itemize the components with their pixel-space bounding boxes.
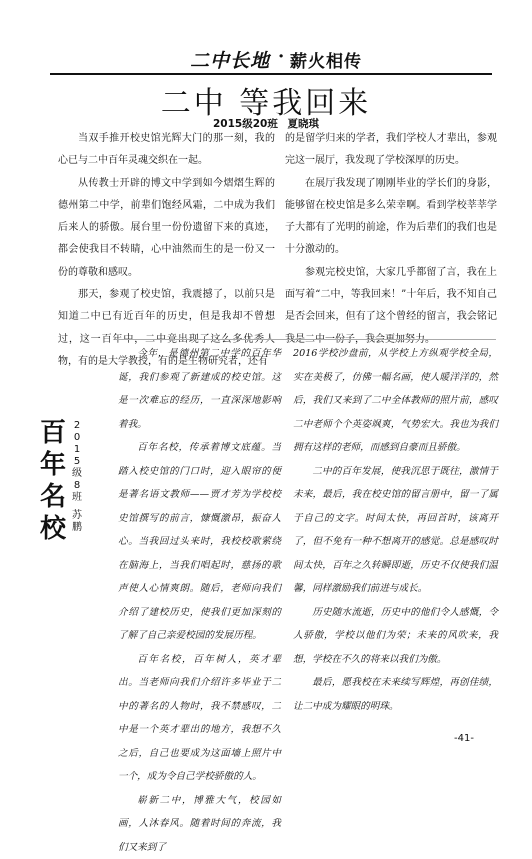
- article2-paragraph: 2016学校沙盘前，从学校上方纵观学校全局，实在美极了，仿佛一幅名画，使人暖洋洋的，然后，我们又来到了二中全体教师的照片前，感叹二中老师个个英姿飒爽，气势宏大。我也为我们拥有这样的老师，而感到自豪而且骄傲。: [293, 342, 498, 460]
- article2-byline-char: 级: [70, 468, 84, 480]
- article2-paragraph: 百年名校，传承着博文底蕴。当踏入校史馆的门口时，迎入眼帘的便是著名语文教师——贾才芳为学校校史馆撰写的前言，慷慨激昂，振奋人心。当我回过头来时，我校校歌萦绕在脑海上，当我们唱起时，慈扬的歌声使人心情爽朗。随后，老师向我们介绍了建校历史，使我们更加深刻的了解了自己亲爱校园的发展历程。: [118, 436, 281, 648]
- article2-byline-char: 班: [70, 492, 84, 504]
- article2-byline-char: 1: [70, 444, 84, 456]
- article1-paragraph: 当双手推开校史馆光辉大门的那一刻，我的心已与二中百年灵魂交织在一起。: [58, 128, 275, 173]
- article1-byline-author: 夏晓琪: [288, 118, 320, 130]
- article2-paragraph: 崭新二中，博雅大气，校园如画，人沐春风。随着时间的奔流，我们又来到了: [118, 789, 281, 859]
- article2-byline-char: 2: [70, 420, 84, 432]
- masthead-rule: [50, 73, 492, 75]
- masthead-column-title: 薪火相传: [290, 47, 362, 72]
- article2-byline: [70, 420, 84, 534]
- article-divider: [115, 339, 496, 340]
- article2-paragraph: 二中的百年发展，使我沉思于既往，激情于未来，最后，我在校史馆的留言册中，留一了属于自己的文字。时间太快，再回首时，该离开了，但不免有一种不想离开的感觉。总是感叹时间太快，百年之久转瞬即逝，历史不仅使我们温馨，同样激励我们前进与成长。: [293, 460, 498, 601]
- article2-title-char: 名: [38, 481, 68, 513]
- masthead-brand: 二中长地: [190, 46, 270, 73]
- article2-byline-char: 8: [70, 480, 84, 492]
- article2-paragraph: 最后，愿我校在未来续写辉煌，再创佳绩，让二中成为耀眼的明珠。: [293, 671, 498, 718]
- article1-paragraph: 在展厅我发现了刚刚毕业的学长们的身影，能够留在校史馆是多么荣幸啊。看到学校莘莘学子大都有了光明的前途，作为后辈们的我们也是十分激动的。: [285, 173, 497, 262]
- article2-paragraph: 历史随水流逝，历史中的他们令人感慨，令人骄傲，学校以他们为荣；未来的风吹来，我想，学校在不久的将来以我们为傲。: [293, 601, 498, 672]
- article2-column-right: [293, 342, 498, 718]
- article2-byline-author-char: 鹏: [70, 522, 84, 534]
- article2-byline-char: 5: [70, 456, 84, 468]
- article2-title-char: 百: [38, 417, 68, 449]
- article1-column-right: [285, 128, 497, 351]
- article1-paragraph: 那天，参观了校史馆，我震撼了，以前只是知道二中已有近百年的历史，但是我却不曾想过，这一百年中，二中竟出现了这么多优秀人物，有的是大学教授，有的是生物研究者，还有: [58, 284, 275, 373]
- article2-paragraph: 百年名校，百年树人，英才辈出。当老师向我们介绍许多毕业于二中的著名的人物时，我不禁感叹，二中是一个英才辈出的地方，我想不久之后，自己也要成为这面墙上照片中一个，成为令自己学校骄傲的人。: [118, 648, 281, 789]
- article2-paragraph: 今年，是德州第二中学的百年华诞，我们参观了新建成的校史馆。这是一次难忘的经历，一直深深地影响着我。: [118, 342, 281, 436]
- article2-title: [38, 417, 68, 545]
- page-number: -41-: [454, 733, 474, 744]
- masthead-separator: ·: [278, 46, 284, 67]
- article1-paragraph: 从传教士开辟的博文中学到如今熠熠生辉的德州第二中学，前辈们饱经风霜，二中成为我们后来人的骄傲。展台里一份份遗留下来的真迹，都会使我目不转睛，心中油然而生的是一份又一份的尊敬和感叹。: [58, 173, 275, 284]
- article1-paragraph: 的是留学归来的学者，我们学校人才辈出，参观完这一展厅，我发现了学校深厚的历史。: [285, 128, 497, 173]
- article1-title: 二中 等我回来: [0, 78, 532, 122]
- article2-byline-author-char: 苏: [70, 510, 84, 522]
- article1-column-left: [58, 128, 275, 373]
- masthead: [190, 44, 370, 72]
- article2-title-char: 校: [38, 513, 68, 545]
- article2-byline-char: 0: [70, 432, 84, 444]
- article2-column-left: [118, 342, 281, 859]
- article2-title-char: 年: [38, 449, 68, 481]
- article1-paragraph: 参观完校史馆，大家几乎都留了言，我在上面写着“二中，等我回来！”十年后，我不知自己是否会回来，但有了这个曾经的留言，我会铭记我是二中一份子，我会更加努力。: [285, 262, 497, 351]
- article1-byline-class: 2015级20班: [213, 118, 278, 130]
